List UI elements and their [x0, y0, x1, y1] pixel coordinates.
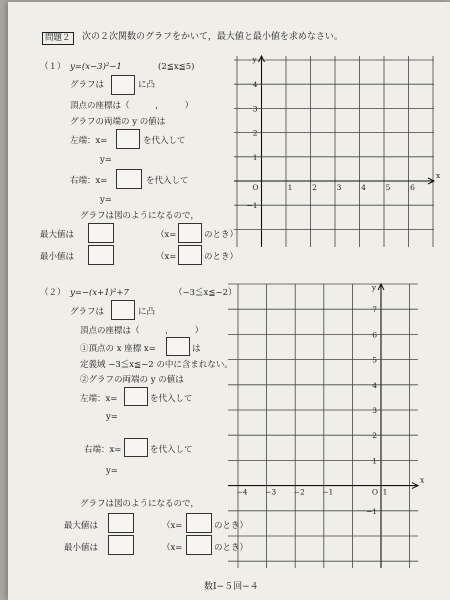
x-tick-label: 5	[385, 183, 391, 192]
q1-domain: (2≦x≦5)	[158, 62, 195, 72]
q2-right-label: 右端：x=	[84, 445, 122, 455]
q1-number: （１）	[40, 62, 66, 72]
q2-min-value-box[interactable]	[108, 535, 134, 555]
q2-domain: （−3≦x≦−2）	[174, 288, 237, 298]
q1-min-when: （x=	[156, 252, 177, 262]
q1-min-value-box[interactable]	[88, 245, 114, 265]
y-tick-label: 2	[372, 431, 377, 441]
q1-max-when: （x=	[156, 230, 177, 240]
q2-min-when: （x=	[162, 543, 183, 553]
q2-max-value-box[interactable]	[108, 513, 134, 533]
x-tick-label: 3	[336, 183, 342, 192]
q2-right-subst: を代入して	[150, 445, 193, 455]
y-tick-label: 4	[372, 380, 377, 390]
q2-max-when: （x=	[162, 521, 183, 531]
q2-left-y: y=	[106, 412, 118, 422]
q2-left-label: 左端：x=	[80, 394, 118, 404]
q2-min-when-suffix: のとき）	[214, 543, 249, 553]
q1-left-label: 左端：x=	[70, 136, 108, 146]
q1-min-when-suffix: のとき）	[204, 252, 239, 262]
y-tick-label: 7	[372, 305, 377, 315]
x-tick-label: −2	[293, 487, 305, 497]
origin-label: O	[371, 487, 379, 497]
x-tick-label: −3	[265, 487, 277, 497]
q2-max-when-suffix: のとき）	[214, 521, 249, 531]
x-tick-label: −4	[236, 487, 248, 497]
q1-right-subst: を代入して	[146, 176, 189, 186]
y-tick-label: 6	[372, 330, 377, 340]
x-tick-label: 1	[382, 487, 388, 497]
q2-graph-label: グラフは	[70, 307, 105, 317]
x-tick-label: 1	[287, 183, 293, 192]
q2-right-x-box[interactable]	[124, 438, 148, 457]
problem-instruction: 次の２次関数のグラフをかいて，最大値と最小値を求めなさい。	[82, 32, 343, 42]
y-tick-label: 1	[372, 456, 377, 466]
q1-graph-suffix: に凸	[138, 80, 156, 90]
origin-label: O	[252, 183, 259, 192]
q1-right-x-box[interactable]	[116, 169, 142, 189]
x-axis-label: x	[420, 475, 425, 485]
q2-coordinate-grid[interactable]	[228, 280, 428, 572]
q2-step1-label: ①頂点の x 座標 x=	[80, 344, 156, 354]
page-footer: 数Ⅰ−５回−４	[204, 582, 259, 592]
q2-graph-suffix: に凸	[138, 307, 156, 317]
q2-min-label: 最小値は	[64, 543, 99, 553]
q1-graph-label: グラフは	[70, 80, 105, 90]
q1-vertex-label: 頂点の座標は（ ， ）	[70, 101, 194, 111]
q2-step1-line2: 定義域 −3≦x≦−2 の中に含まれない。	[80, 360, 233, 370]
q2-number: （２）	[40, 288, 66, 298]
q2-step2: ②グラフの両端の y の値は	[80, 375, 184, 385]
q2-function: y=−(x+1)²+7	[70, 288, 129, 298]
q2-step1-suffix: は	[192, 344, 201, 354]
q2-max-x-box[interactable]	[186, 513, 212, 533]
q1-function: y=(x−3)²−1	[70, 62, 122, 72]
q2-right-y: y=	[106, 466, 118, 476]
y-axis-label: y	[252, 55, 257, 64]
q1-ends-title: グラフの両端の y の値は	[70, 117, 166, 127]
x-tick-label: 4	[361, 183, 366, 192]
q1-min-x-box[interactable]	[178, 245, 202, 265]
q1-left-x-box[interactable]	[116, 129, 140, 149]
q1-max-label: 最大値は	[40, 230, 75, 240]
q1-coordinate-grid[interactable]	[234, 52, 440, 252]
y-tick-label: 5	[372, 355, 377, 365]
y-tick-label: −1	[246, 201, 258, 211]
q1-convex-answer-box[interactable]	[111, 75, 135, 95]
q1-right-label: 右端：x=	[70, 176, 108, 186]
q1-max-when-suffix: のとき）	[204, 230, 239, 240]
worksheet-page	[8, 2, 450, 600]
q1-max-value-box[interactable]	[88, 223, 114, 243]
x-tick-label: 6	[410, 183, 415, 192]
q2-vertex-x-box[interactable]	[166, 337, 190, 356]
q1-min-label: 最小値は	[40, 252, 75, 262]
q2-conclude: グラフは図のようになるので，	[80, 499, 199, 509]
x-axis-label: x	[436, 171, 441, 180]
problem-badge: 問題２	[42, 32, 74, 45]
y-tick-label: 2	[252, 128, 258, 138]
y-tick-label: 1	[252, 152, 258, 162]
q1-conclude: グラフは図のようになるので，	[80, 211, 199, 221]
y-tick-label: 4	[252, 80, 258, 90]
q2-max-label: 最大値は	[64, 521, 99, 531]
q2-left-x-box[interactable]	[124, 387, 148, 406]
y-tick-label: −1	[365, 506, 377, 516]
q2-convex-answer-box[interactable]	[111, 300, 135, 320]
x-tick-label: −1	[322, 487, 334, 497]
q1-max-x-box[interactable]	[178, 223, 202, 243]
y-tick-label: 3	[252, 104, 258, 114]
x-tick-label: 2	[312, 183, 317, 192]
y-axis-label: y	[371, 283, 377, 292]
q2-min-x-box[interactable]	[186, 535, 212, 555]
q1-left-subst: を代入して	[143, 136, 186, 146]
q2-left-subst: を代入して	[150, 394, 193, 404]
q2-vertex-label: 頂点の座標は（ ， ）	[80, 326, 204, 336]
q1-left-y: y=	[100, 155, 112, 165]
q1-right-y: y=	[100, 195, 112, 205]
y-tick-label: 3	[372, 406, 377, 415]
